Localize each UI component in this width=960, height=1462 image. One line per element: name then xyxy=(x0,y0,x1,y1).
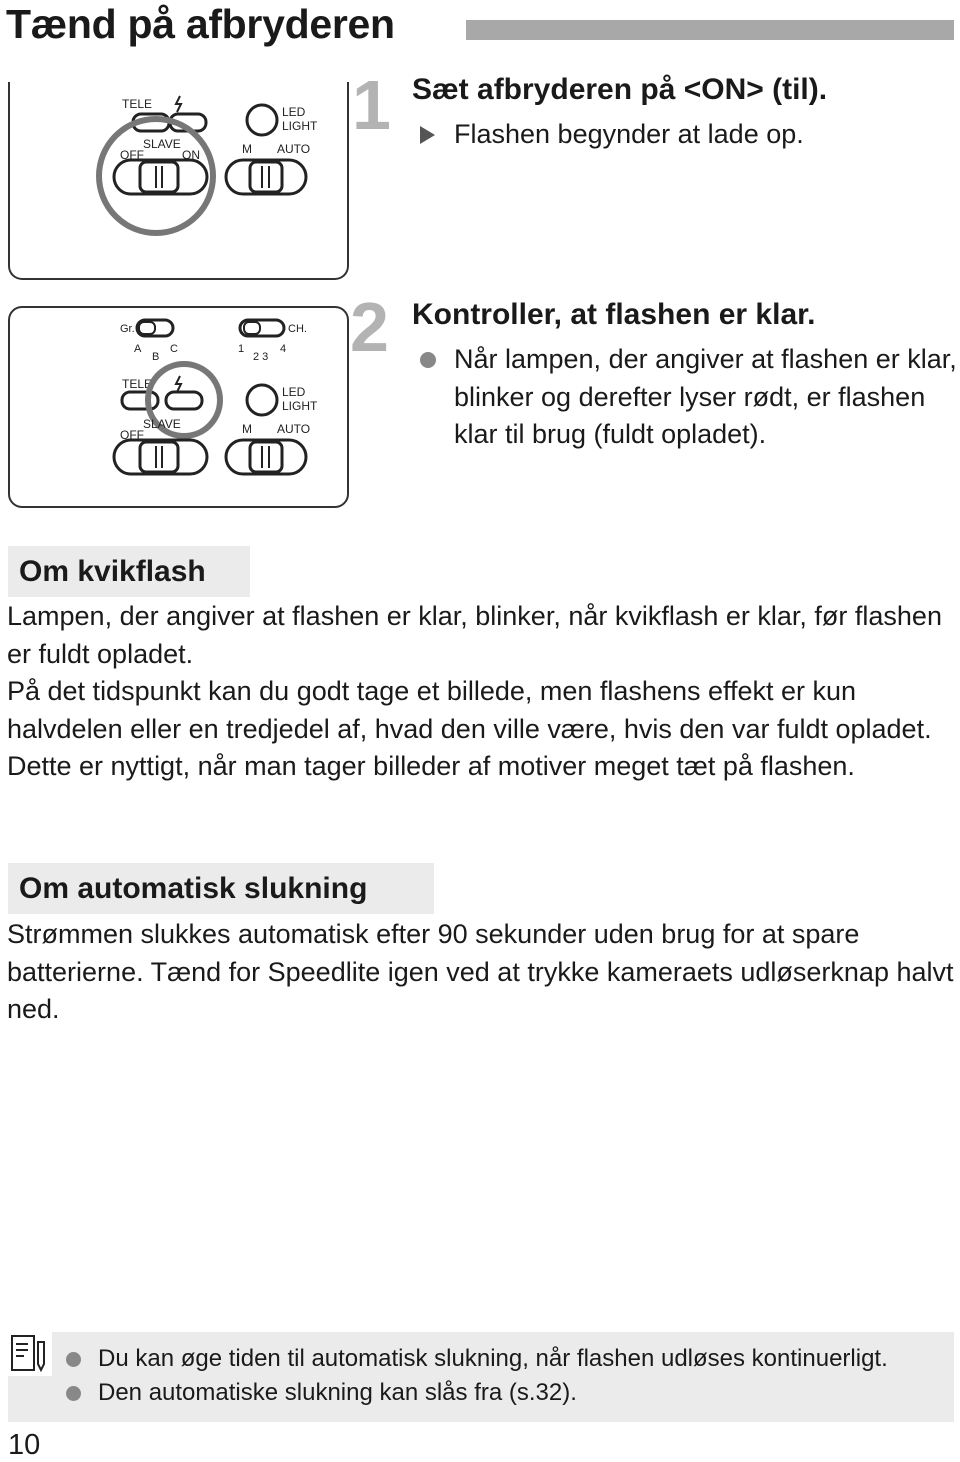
step-1-heading: Sæt afbryderen på <ON> (til). xyxy=(412,73,828,106)
power-switch-knob xyxy=(140,162,178,192)
label-tele: TELE xyxy=(122,377,153,391)
label-2-3: 2 3 xyxy=(253,351,269,363)
label-c: C xyxy=(170,343,178,355)
step-number-1: 1 xyxy=(352,66,391,144)
flash-bolt-icon xyxy=(176,96,181,112)
paragraph: Lampen, der angiver at flashen er klar, blinker, når kvikflash er klar, før flashen er fuldt opladet. xyxy=(7,601,942,669)
illustration-power-switch xyxy=(8,82,349,280)
tele-toggle xyxy=(122,392,158,409)
led-light-button xyxy=(247,385,277,415)
label-tele: TELE xyxy=(122,97,153,111)
section-heading-auto-power-off: Om automatisk slukning xyxy=(8,863,434,914)
label-off: OFF xyxy=(120,428,144,442)
step-2-bullet xyxy=(412,341,957,454)
illustration-ready-lamp xyxy=(8,306,349,508)
note-item-text: Du kan øge tiden til automatisk slukning, når flashen udløses kontinuerligt. xyxy=(98,1345,888,1372)
label-auto: AUTO xyxy=(277,422,311,436)
note-item xyxy=(66,1376,888,1410)
flash-bolt-icon xyxy=(176,376,181,392)
paragraph: Strømmen slukkes automatisk efter 90 sekunder uden brug for at spare batterierne. Tænd for Speedlite igen ved at trykke kameraets udløserknap halvt ned. xyxy=(7,919,954,1025)
section-body-auto-power-off xyxy=(7,916,955,1029)
page-number: 10 xyxy=(8,1429,41,1461)
note-pencil-icon xyxy=(8,1332,52,1376)
label-off: OFF xyxy=(120,148,144,162)
label-b: B xyxy=(152,351,160,363)
note-item xyxy=(66,1342,888,1376)
step-1-bullet-text: Flashen begynder at lade op. xyxy=(454,119,804,149)
label-light: LIGHT xyxy=(282,119,318,133)
label-light: LIGHT xyxy=(282,399,318,413)
label-m: M xyxy=(242,422,252,436)
step-2-bullet-text: Når lampen, der angiver at flashen er klar, blinker og derefter lyser rødt, er flashen klar til brug (fuldt opladet). xyxy=(454,344,957,449)
section-body-quickflash xyxy=(7,598,955,786)
label-4: 4 xyxy=(280,343,287,355)
triangle-bullet-icon xyxy=(420,126,435,144)
dot-bullet-icon xyxy=(66,1386,81,1401)
section-heading-quickflash: Om kvikflash xyxy=(8,546,250,597)
page-title: Tænd på afbryderen xyxy=(6,1,395,47)
label-m: M xyxy=(242,142,252,156)
step-number-2: 2 xyxy=(350,288,389,366)
label-ch: CH. xyxy=(288,323,307,335)
step-1-bullet xyxy=(412,116,804,154)
note-item-text: Den automatiske slukning kan slås fra (s.32). xyxy=(98,1379,577,1406)
step-2-heading: Kontroller, at flashen er klar. xyxy=(412,298,816,331)
label-1: 1 xyxy=(238,343,245,355)
label-slave: SLAVE xyxy=(143,417,181,431)
label-auto: AUTO xyxy=(277,142,311,156)
dot-bullet-icon xyxy=(66,1352,81,1367)
label-on: ON xyxy=(182,148,200,162)
label-a: A xyxy=(134,343,142,355)
bolt-toggle xyxy=(166,392,202,409)
note-list xyxy=(66,1342,888,1410)
led-light-button xyxy=(247,105,277,135)
label-slave: SLAVE xyxy=(143,137,181,151)
title-rule xyxy=(466,20,954,40)
label-led: LED xyxy=(282,105,306,119)
note-box xyxy=(8,1332,954,1422)
dot-bullet-icon xyxy=(420,352,436,368)
label-led: LED xyxy=(282,385,306,399)
paragraph: På det tidspunkt kan du godt tage et billede, men flashens effekt er kun halvdelen eller en tredjedel af, hvad den ville være, hvis den var fuldt opladet. Dette er nyttigt, når man tager billeder af motiver meget tæt på flashen. xyxy=(7,676,932,782)
label-gr: Gr. xyxy=(120,323,135,335)
